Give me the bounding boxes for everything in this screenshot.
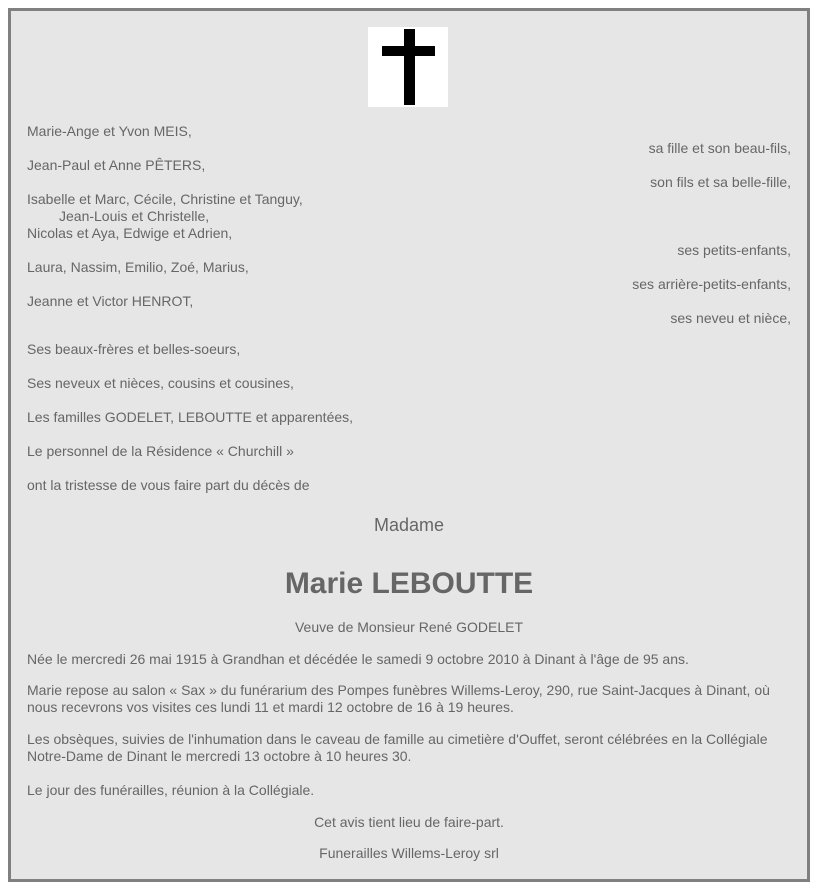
- cousins-line: Ses neveux et nièces, cousins et cousines,: [27, 375, 294, 391]
- deceased-title: Madame: [373, 515, 445, 535]
- family-meis-names: Marie-Ange et Yvon MEIS,: [27, 123, 192, 139]
- family-meis-relation: sa fille et son beau-fils,: [648, 140, 791, 156]
- grandchildren-relation: ses petits-enfants,: [677, 242, 791, 258]
- cross-icon: [368, 27, 448, 107]
- family-peters-names: Jean-Paul et Anne PÊTERS,: [27, 157, 206, 173]
- family-henrot-names: Jeanne et Victor HENROT,: [27, 293, 194, 309]
- widow-of-line: Veuve de Monsieur René GODELET: [294, 619, 523, 635]
- families-line: Les familles GODELET, LEBOUTTE et apparentées,: [27, 409, 354, 425]
- family-henrot-relation: ses neveu et nièce,: [670, 310, 791, 326]
- death-notice: [8, 8, 810, 882]
- in-laws-line: Ses beaux-frères et belles-soeurs,: [27, 341, 241, 357]
- funeral-paragraph: Les obsèques, suivies de l'inhumation dans le caveau de famille au cimetière d'Ouffet, seront célébrées en la Collégiale Notre-Dame de Dinant le mercredi 13 octobre à 10 heures 30.: [27, 731, 768, 764]
- grandchildren-line-2: Jean-Louis et Christelle,: [59, 208, 210, 224]
- grandchildren-line-3: Nicolas et Aya, Edwige et Adrien,: [27, 225, 233, 241]
- funeral-home-name: Funerailles Willems-Leroy srl: [319, 845, 499, 861]
- gathering-paragraph: Le jour des funérailles, réunion à la Collégiale.: [27, 782, 315, 798]
- great-grandchildren-names: Laura, Nassim, Emilio, Zoé, Marius,: [27, 259, 249, 275]
- visitation-paragraph: Marie repose au salon « Sax » du funérarium des Pompes funèbres Willems-Leroy, 290, rue Saint-Jacques à Dinant, où nous recevrons vos visites ces lundi 11 et mardi 12 octobre de 16 à 19 heures.: [27, 682, 770, 715]
- deceased-name: Marie LEBOUTTE: [284, 567, 534, 600]
- great-grandchildren-relation: ses arrière-petits-enfants,: [632, 276, 791, 292]
- staff-line: Le personnel de la Résidence « Churchill »: [27, 443, 294, 459]
- family-peters-relation: son fils et sa belle-fille,: [650, 174, 791, 190]
- announcement-line: ont la tristesse de vous faire part du décès de: [27, 477, 310, 493]
- notice-footer: Cet avis tient lieu de faire-part.: [314, 814, 504, 830]
- birth-death-paragraph: Née le mercredi 26 mai 1915 à Grandhan et décédée le samedi 9 octobre 2010 à Dinant à l'âge de 95 ans.: [27, 651, 689, 667]
- grandchildren-line-1: Isabelle et Marc, Cécile, Christine et Tanguy,: [27, 191, 303, 207]
